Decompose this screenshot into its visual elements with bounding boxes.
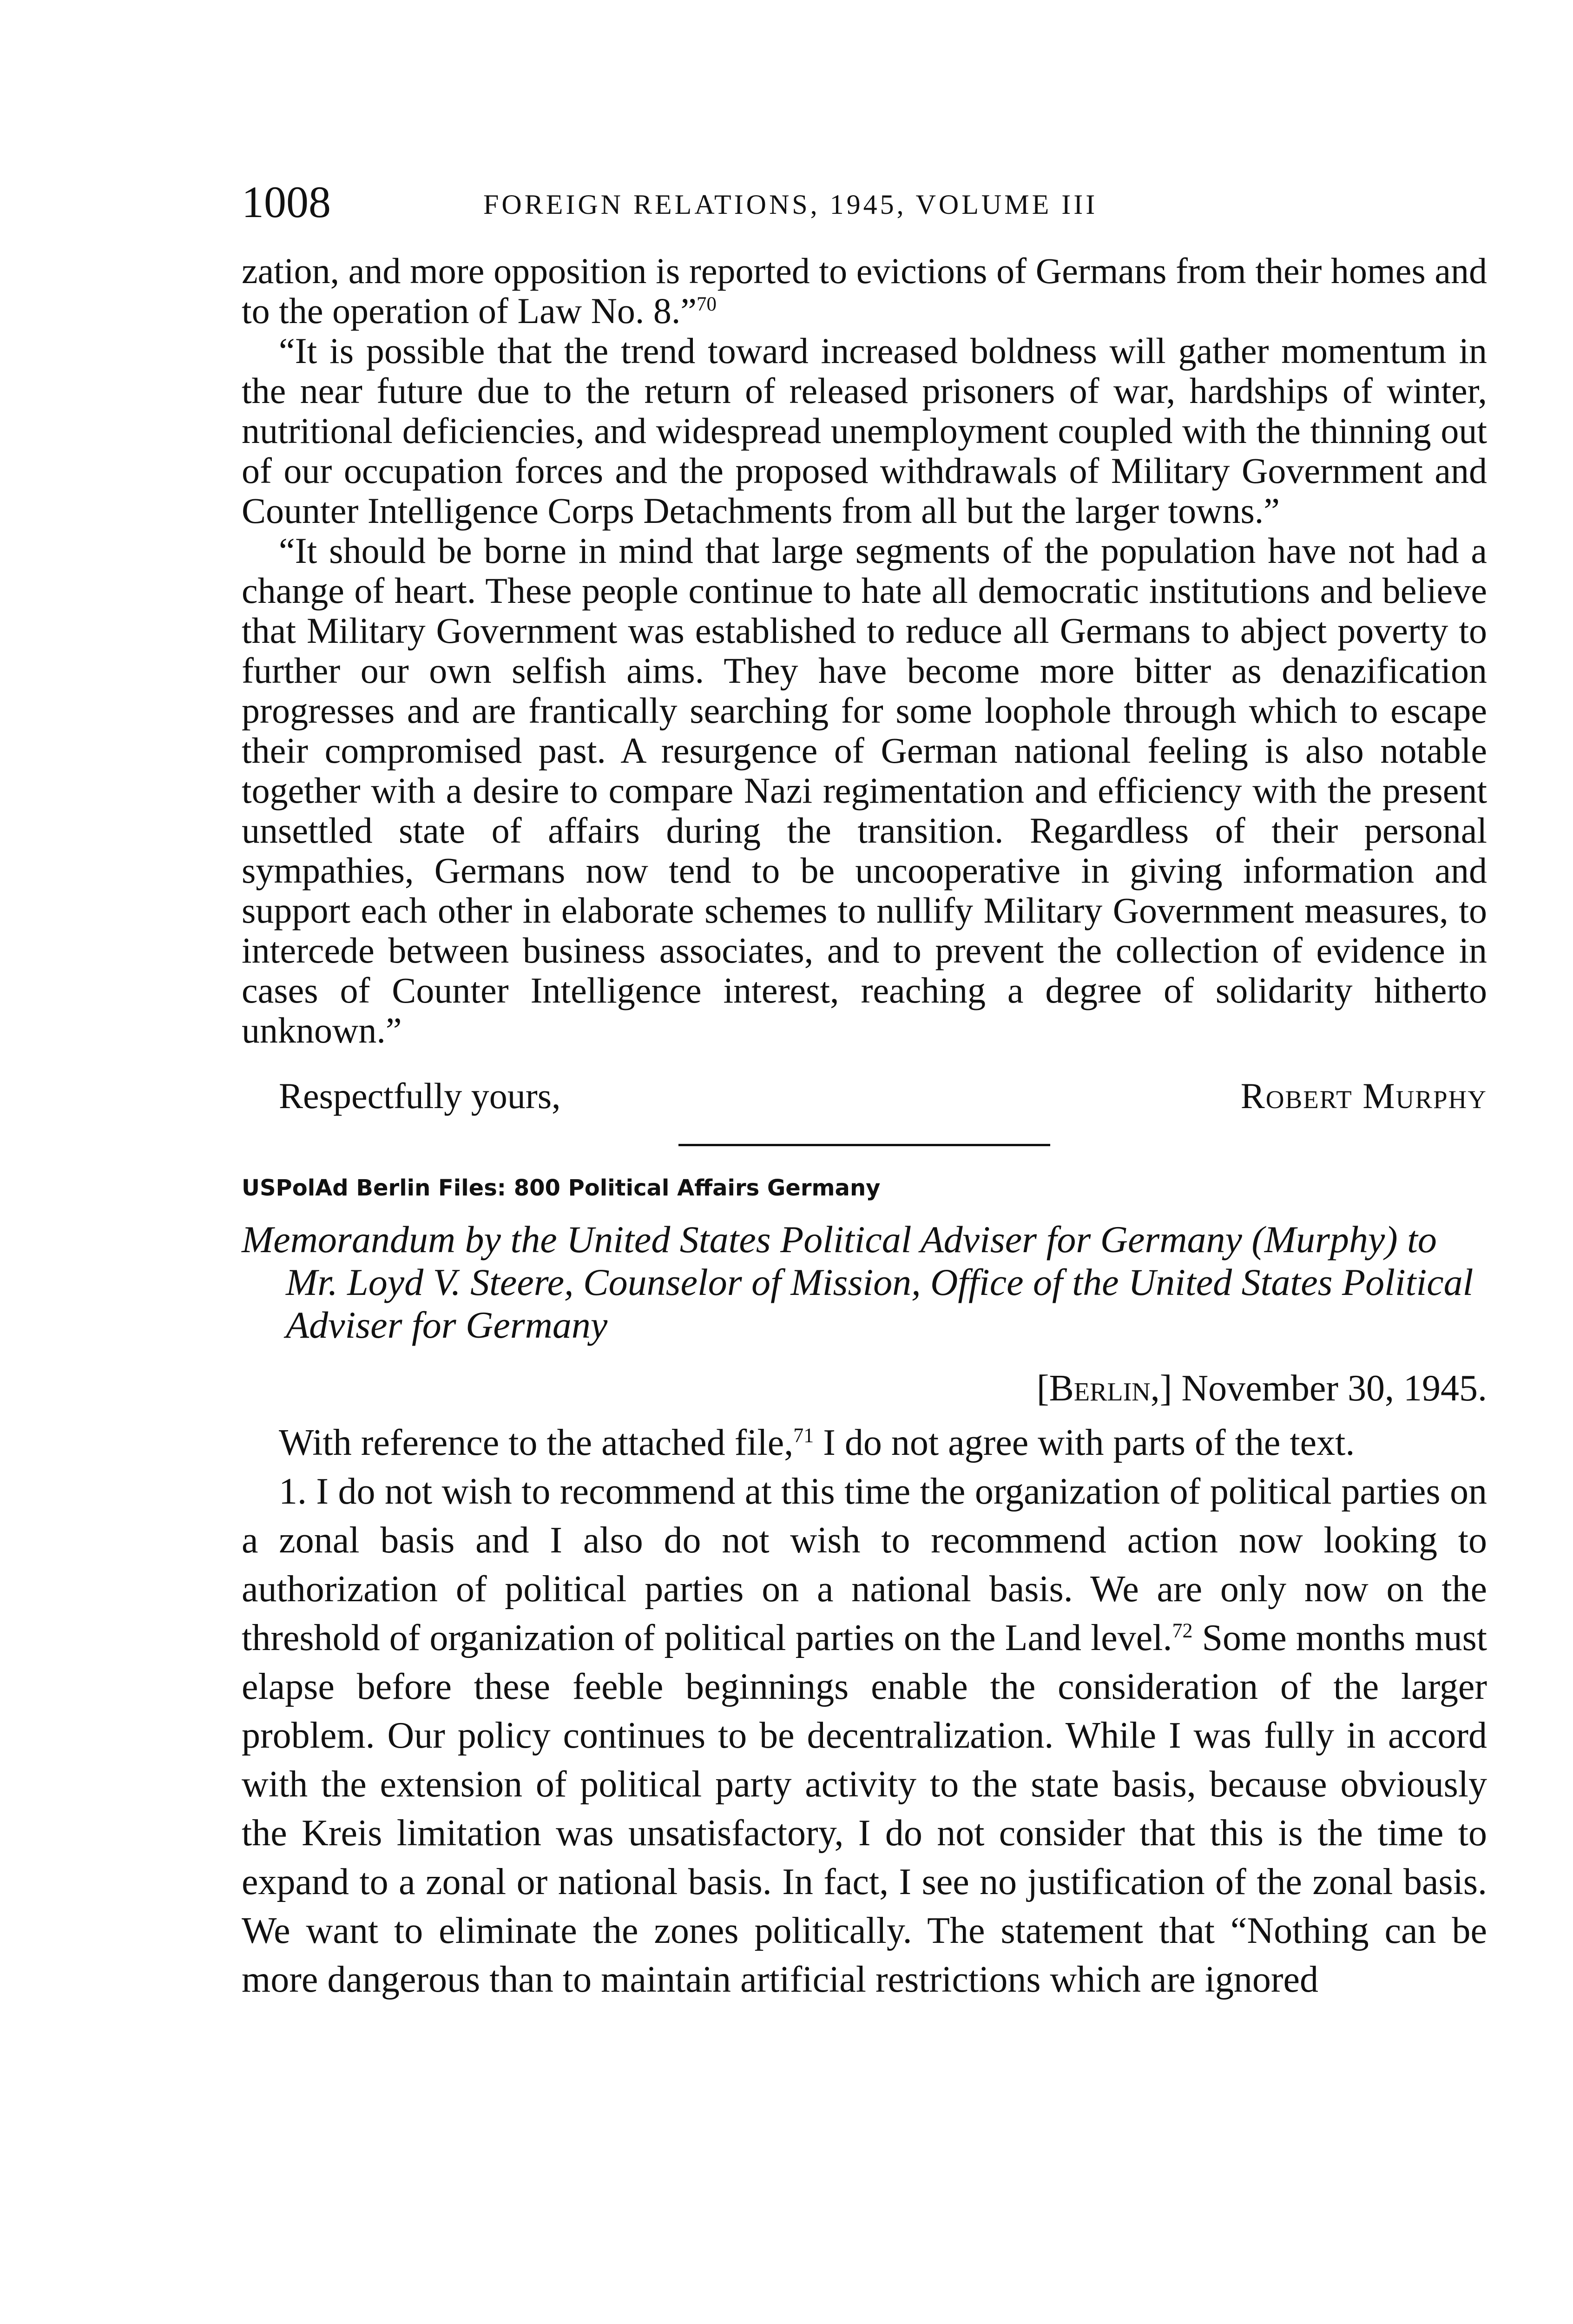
- document-title: Memorandum by the United States Political Adviser for Germany (Murphy) to Mr. Loyd V. Steere, Counselor of Mission, Office of the United States Political Adviser for Germany: [242, 1218, 1474, 1346]
- footnote-ref: 72: [1172, 1619, 1193, 1642]
- signature-block: [242, 1076, 1487, 1116]
- body-text: [242, 251, 1487, 2004]
- paragraph-text: zation, and more opposition is reported to evictions of Germans from their homes and to the operation of Law No. 8.”: [242, 251, 1487, 331]
- memo-body: [242, 1419, 1487, 2004]
- memo-text: 1. I do not wish to recommend at this time the organization of political parties on a zonal basis and I also do not wish to recommend action now looking to authorization of political parties on a national basis. We are only now on the threshold of organization of political parties on the Land level.: [242, 1471, 1487, 1658]
- paragraph-quote-population: “It should be borne in mind that large segments of the population have not had a change of heart. These people continue to hate all democratic institutions and believe that Military Government was established to reduce all Germans to abject poverty to further our own selfish aims. They have become more bitter as denazification progresses and are frantically searching for some loophole through which to escape their compromised past. A resurgence of German national feeling is also notable together with a desire to compare Nazi regimentation and efficiency with the present unsettled state of affairs during the transition. Regardless of their personal sympathies, Germans now tend to be uncooperative in giving information and support each other in elaborate schemes to nullify Military Government measures, to intercede between business associates, and to prevent the collection of evidence in cases of Counter Intelligence interest, reaching a degree of solidarity hitherto unknown.”: [242, 530, 1487, 1050]
- page-header: [242, 177, 1487, 228]
- memo-text: Some months must elapse before these feeble beginnings enable the consideration of the larger problem. Our policy continues to be decentralization. While I was fully in accord with the extension of political party activity to the state basis, because obviously the Kreis limitation was unsatisfactory, I do not consider that this is the time to expand to a zonal or national basis. In fact, I see no justification of the zonal basis. We want to eliminate the zones politically. The statement that “Nothing can be more dangerous than to maintain artificial restrictions which are ignored: [242, 1618, 1487, 2000]
- dateline-place: [Berlin,]: [1036, 1368, 1172, 1409]
- source-citation: USPolAd Berlin Files: 800 Political Affairs Germany: [242, 1175, 881, 1201]
- page-number: 1008: [242, 177, 331, 227]
- section-divider: [678, 1144, 1050, 1146]
- footnote-ref: 70: [697, 293, 717, 315]
- signer-name: Robert Murphy: [1240, 1076, 1487, 1116]
- dateline: [242, 1365, 1487, 1412]
- footnote-ref: 71: [793, 1424, 814, 1447]
- memo-text: I do not agree with parts of the text.: [814, 1422, 1355, 1463]
- paragraph-quote-momentum: “It is possible that the trend toward increased boldness will gather momentum in the near future due to the return of released prisoners of war, hardships of winter, nutritional deficiencies, and widespread unemployment coupled with the thinning out of our occupation forces and the proposed withdrawals of Military Government and Counter Intelligence Corps Detachments from all but the larger towns.”: [242, 330, 1487, 531]
- memo-paragraph-1: [242, 1467, 1487, 2004]
- memo-text: With reference to the attached file,: [279, 1422, 794, 1463]
- dateline-date: November 30, 1945.: [1181, 1368, 1487, 1409]
- running-title: FOREIGN RELATIONS, 1945, VOLUME III: [483, 189, 1098, 220]
- paragraph-continuation: [242, 251, 1487, 331]
- closing: Respectfully yours,: [279, 1076, 561, 1116]
- memo-paragraph-intro: [242, 1419, 1487, 1467]
